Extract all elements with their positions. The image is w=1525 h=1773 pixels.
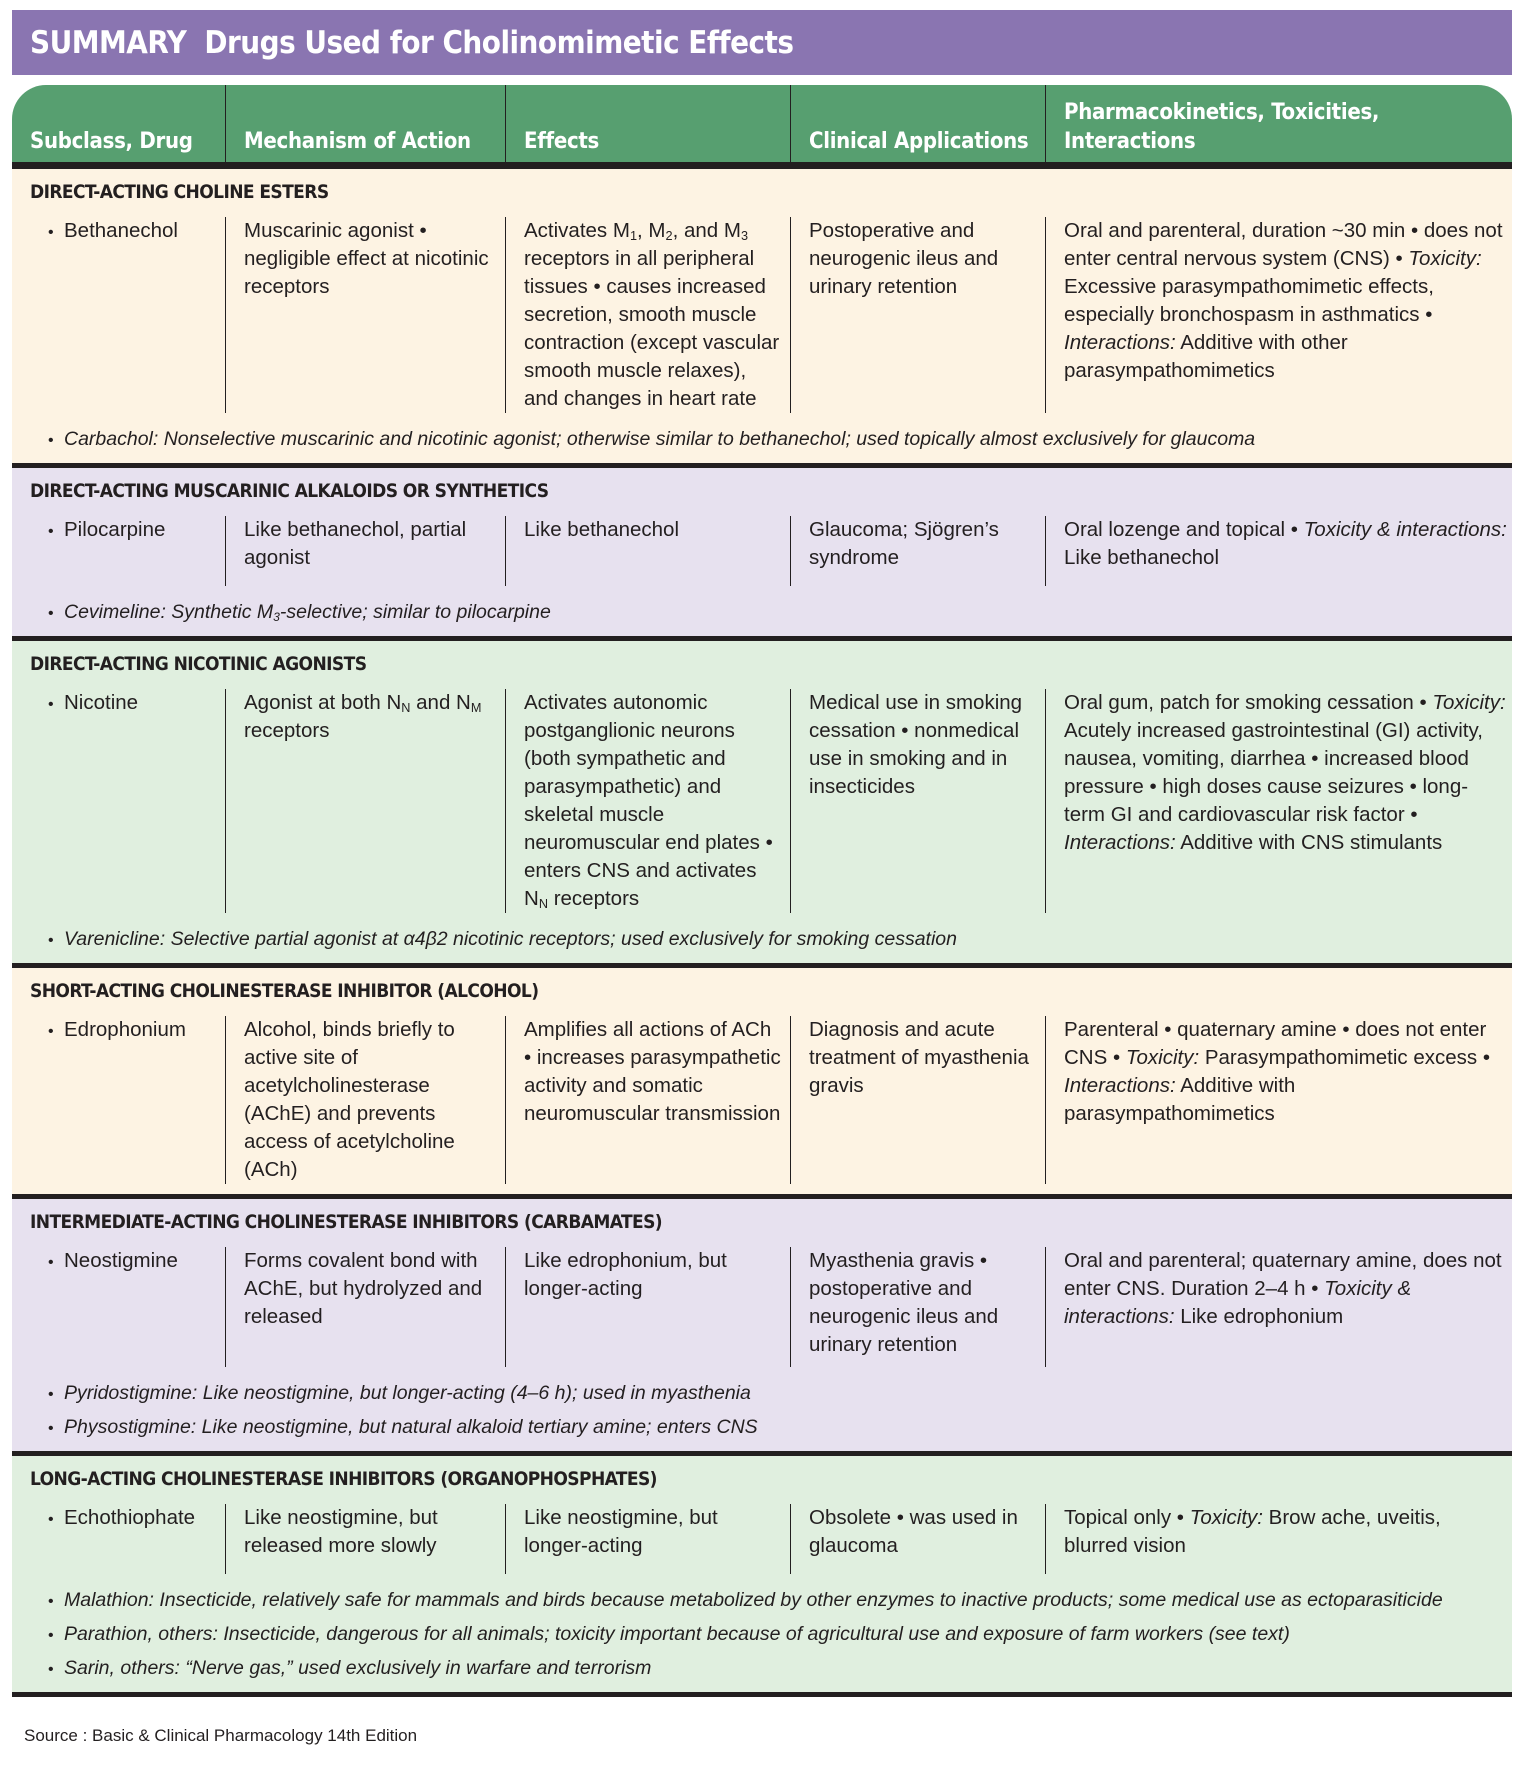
drug-table <box>12 85 1512 1697</box>
effects-cell: Like neostigmine, but longer-acting <box>505 1504 790 1574</box>
related-drugs-notes <box>12 1184 1512 1194</box>
section-title: DIRECT-ACTING CHOLINE ESTERS <box>30 181 329 203</box>
note-text: Varenicline: Selective partial agonist at α4β2 nicotinic receptors; used exclusively for smoking cessation <box>64 928 957 950</box>
mechanism-cell: Like neostigmine, but released more slowly <box>225 1504 505 1574</box>
effects-cell: Like bethanechol <box>505 516 790 586</box>
related-drugs-notes <box>12 1367 1512 1451</box>
bullet-icon: • <box>48 1386 54 1403</box>
table-row <box>12 689 1512 913</box>
column-header-effects: Effects <box>505 85 790 162</box>
bullet-icon: • <box>48 605 54 622</box>
section-3 <box>12 641 1512 968</box>
related-drug-note <box>48 1377 1512 1411</box>
section-4 <box>12 968 1512 1199</box>
table-header <box>12 85 1512 169</box>
table-row <box>12 1247 1512 1367</box>
related-drug-note <box>48 423 1512 457</box>
note-text: Cevimeline: Synthetic $M_3$-selective; similar to pilocarpine <box>64 601 551 625</box>
mechanism-cell: Muscarinic agonist • negligible effect at nicotinic receptors <box>225 217 505 413</box>
related-drug-note <box>48 1411 1512 1445</box>
related-drugs-notes <box>12 413 1512 463</box>
bullet-icon: • <box>48 432 54 449</box>
column-header-subclass: Subclass, Drug <box>30 129 193 154</box>
pharmacokinetics-cell: Parenteral • quaternary amine • does not enter CNS • Toxicity: Parasympathomimetic excess • Interactions: Additive with parasympathomimetics <box>1045 1016 1512 1184</box>
related-drug-note <box>48 1618 1512 1652</box>
bullet-icon: • <box>48 1023 54 1040</box>
related-drugs-notes <box>12 586 1512 636</box>
bullet-icon: • <box>48 932 54 949</box>
related-drugs-notes <box>12 1574 1512 1692</box>
table-row <box>12 217 1512 413</box>
note-text: Pyridostigmine: Like neostigmine, but longer-acting (4–6 h); used in myasthenia <box>64 1382 751 1404</box>
section-2 <box>12 468 1512 641</box>
bullet-icon: • <box>48 1593 54 1610</box>
clinical-applications-cell: Glaucoma; Sjögren’s syndrome <box>790 516 1045 586</box>
note-text: Parathion, others: Insecticide, dangerous for all animals; toxicity important because of agricultural use and exposure of farm workers (see text) <box>64 1623 1290 1645</box>
pharmacokinetics-cell: Oral gum, patch for smoking cessation • Toxicity: Acutely increased gastrointestinal (GI) activity, nausea, vomiting, diarrhea • increased blood pressure • high doses cause seizures • long-term GI and cardiovascular risk factor • Interactions: Additive with CNS stimulants <box>1045 689 1512 913</box>
section-6 <box>12 1456 1512 1697</box>
section-title: DIRECT-ACTING NICOTINIC AGONISTS <box>30 653 367 675</box>
table-row <box>12 516 1512 586</box>
drug-cell <box>12 1247 225 1367</box>
note-text: Carbachol: Nonselective muscarinic and nicotinic agonist; otherwise similar to bethanechol; used topically almost exclusively for glaucoma <box>64 428 1256 450</box>
section-1 <box>12 169 1512 468</box>
bullet-icon: • <box>48 1511 54 1528</box>
clinical-applications-cell: Diagnosis and acute treatment of myasthenia gravis <box>790 1016 1045 1184</box>
page-title: Drugs Used for Cholinomimetic Effects <box>204 24 794 61</box>
pharmacokinetics-cell: Oral and parenteral; quaternary amine, does not enter CNS. Duration 2–4 h • Toxicity & interactions: Like edrophonium <box>1045 1247 1512 1367</box>
column-header-pk: Pharmacokinetics, Toxicities, Interactions <box>1045 85 1512 162</box>
pharmacokinetics-cell: Topical only • Toxicity: Brow ache, uveitis, blurred vision <box>1045 1504 1512 1574</box>
drug-cell <box>12 217 225 413</box>
clinical-applications-cell: Postoperative and neurogenic ileus and urinary retention <box>790 217 1045 413</box>
related-drug-note <box>48 596 1512 630</box>
section-title: INTERMEDIATE-ACTING CHOLINESTERASE INHIBITORS (CARBAMATES) <box>30 1211 663 1233</box>
note-text: Sarin, others: “Nerve gas,” used exclusively in warfare and terrorism <box>64 1657 652 1679</box>
bullet-icon: • <box>48 1627 54 1644</box>
bullet-icon: • <box>48 1661 54 1678</box>
table-row <box>12 1504 1512 1574</box>
mechanism-cell: Alcohol, binds briefly to active site of acetylcholinesterase (AChE) and prevents access of acetylcholine (ACh) <box>225 1016 505 1184</box>
drug-name: Echothiophate <box>64 1506 196 1529</box>
source-citation: Source : Basic & Clinical Pharmacology 14th Edition <box>24 1726 418 1745</box>
drug-name: Edrophonium <box>64 1018 186 1041</box>
mechanism-cell: Agonist at both $N_N$ and $N_M$ receptors <box>225 689 505 913</box>
effects-cell: Activates autonomic postganglionic neurons (both sympathetic and parasympathetic) and skeletal muscle neuromuscular end plates • enters CNS and activates $N_N$ receptors <box>505 689 790 913</box>
related-drug-note <box>48 923 1512 957</box>
clinical-applications-cell: Medical use in smoking cessation • nonmedical use in smoking and in insecticides <box>790 689 1045 913</box>
section-title: LONG-ACTING CHOLINESTERASE INHIBITORS (ORGANOPHOSPHATES) <box>30 1468 657 1490</box>
bullet-icon: • <box>48 224 54 241</box>
drug-cell <box>12 689 225 913</box>
drug-cell <box>12 516 225 586</box>
related-drug-note <box>48 1584 1512 1618</box>
drug-name: Pilocarpine <box>64 518 166 541</box>
bullet-icon: • <box>48 1254 54 1271</box>
bullet-icon: • <box>48 696 54 713</box>
title-label: SUMMARY <box>30 24 187 61</box>
note-text: Physostigmine: Like neostigmine, but natural alkaloid tertiary amine; enters CNS <box>64 1416 758 1438</box>
related-drugs-notes <box>12 913 1512 963</box>
clinical-applications-cell: Myasthenia gravis • postoperative and neurogenic ileus and urinary retention <box>790 1247 1045 1367</box>
table-row <box>12 1016 1512 1184</box>
effects-cell: Activates $M_1$, $M_2$, and $M_3$ receptors in all peripheral tissues • causes increased secretion, smooth muscle contraction (except vascular smooth muscle relaxes), and changes in heart rate <box>505 217 790 413</box>
drug-name: Neostigmine <box>64 1249 178 1272</box>
drug-cell <box>12 1504 225 1574</box>
pharmacokinetics-cell: Oral and parenteral, duration ~30 min • does not enter central nervous system (CNS) • Toxicity: Excessive parasympathomimetic effects, especially bronchospasm in asthmatics • Interactions: Additive with other parasympathomimetics <box>1045 217 1512 413</box>
effects-cell: Like edrophonium, but longer-acting <box>505 1247 790 1367</box>
pharmacokinetics-cell: Oral lozenge and topical • Toxicity & interactions: Like bethanechol <box>1045 516 1512 586</box>
drug-name: Nicotine <box>64 691 139 714</box>
drug-cell <box>12 1016 225 1184</box>
section-title: DIRECT-ACTING MUSCARINIC ALKALOIDS OR SYNTHETICS <box>30 480 549 502</box>
clinical-applications-cell: Obsolete • was used in glaucoma <box>790 1504 1045 1574</box>
bullet-icon: • <box>48 523 54 540</box>
note-text: Malathion: Insecticide, relatively safe for mammals and birds because metabolized by other enzymes to inactive products; some medical use as ectoparasiticide <box>64 1589 1443 1611</box>
section-5 <box>12 1199 1512 1456</box>
title-bar <box>12 10 1512 75</box>
bullet-icon: • <box>48 1420 54 1437</box>
column-header-mechanism: Mechanism of Action <box>225 85 505 162</box>
section-title: SHORT-ACTING CHOLINESTERASE INHIBITOR (ALCOHOL) <box>30 980 539 1002</box>
effects-cell: Amplifies all actions of ACh • increases parasympathetic activity and somatic neuromuscular transmission <box>505 1016 790 1184</box>
mechanism-cell: Like bethanechol, partial agonist <box>225 516 505 586</box>
column-header-clinical: Clinical Applications <box>790 85 1045 162</box>
mechanism-cell: Forms covalent bond with AChE, but hydrolyzed and released <box>225 1247 505 1367</box>
related-drug-note <box>48 1652 1512 1686</box>
drug-name: Bethanechol <box>64 219 178 242</box>
